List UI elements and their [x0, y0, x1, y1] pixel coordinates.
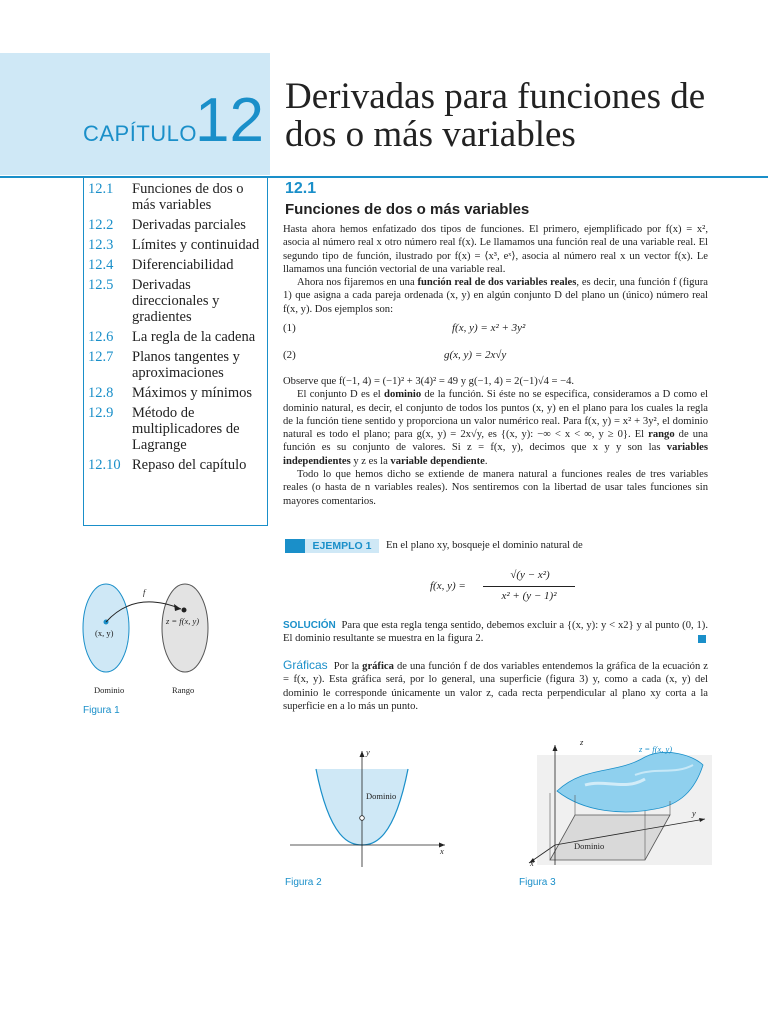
chapter-number: 12: [195, 86, 264, 155]
graficas-label: Gráficas: [283, 658, 328, 672]
chapter-label: CAPÍTULO: [83, 121, 198, 146]
solution-block: [283, 619, 708, 646]
fig2-domain-label: Dominio: [366, 791, 397, 801]
example-numerator: √(y − x²): [510, 569, 550, 581]
figure-3-caption: Figura 3: [519, 877, 556, 888]
fig2-x-axis-label: x: [440, 846, 444, 856]
toc-item[interactable]: 12.10 Repaso del capítulo: [88, 457, 247, 473]
fig3-domain-label: Dominio: [574, 841, 605, 851]
section-title: Funciones de dos o más variables: [285, 201, 530, 218]
fig1-value-label: z = f(x, y): [166, 616, 200, 626]
toc-item[interactable]: 12.3 Límites y continuidad: [88, 237, 260, 253]
equation-1: f(x, y) = x² + 3y²: [452, 322, 526, 334]
table-of-contents: [83, 178, 268, 526]
fig1-arrow-label: f: [143, 587, 146, 597]
figure-1-caption: Figura 1: [83, 705, 120, 716]
solution-label: SOLUCIÓN: [283, 620, 336, 631]
equation-2: g(x, y) = 2x√y: [444, 349, 507, 361]
paragraph: Ahora nos fijaremos en una función real de dos variables reales, es decir, una función f (figura 1) que asigna a cada pareja ordenada (x, y) en algún conjunto D del plano un (único) número real f(x, y). Dos ejemplos son:: [283, 277, 709, 315]
toc-item[interactable]: 12.9 Método de multiplicadores de Lagrange: [88, 405, 240, 453]
body-text-top: [283, 223, 708, 316]
toc-item[interactable]: 12.8 Máximos y mínimos: [88, 385, 253, 401]
body-text-middle: [283, 375, 708, 508]
fig3-z-axis-label: z: [580, 737, 584, 747]
figure-2-caption: Figura 2: [285, 877, 322, 888]
fig1-range-label: Rango: [172, 685, 195, 695]
figure-3-diagram: [515, 735, 715, 875]
example-text: En el plano xy, bosqueje el dominio natural de: [386, 540, 583, 551]
example-formula-lhs: f(x, y) =: [430, 580, 466, 592]
solution-text: Para que esta regla tenga sentido, debemos excluir a {(x, y): y < x2} y al punto (0, 1). El dominio resultante se muestra en la figura 2.: [283, 620, 708, 645]
fig3-surface-label: z = f(x, y): [639, 744, 673, 754]
toc-item[interactable]: 12.1 Funciones de dos o más variables: [88, 181, 244, 213]
end-of-solution-square: [698, 635, 706, 643]
section-number: 12.1: [285, 180, 317, 197]
toc-item[interactable]: 12.7 Planos tangentes y aproximaciones: [88, 349, 240, 381]
example-denominator: x² + (y − 1)²: [501, 590, 557, 602]
chapter-title: Derivadas para funciones de dos o más variables: [285, 76, 706, 155]
equation-number-2: (2): [283, 349, 296, 361]
fig3-y-axis-label: y: [692, 808, 696, 818]
toc-item[interactable]: 12.5 Derivadas direccionales y gradientes: [88, 277, 220, 325]
paragraph: Observe que f(−1, 4) = (−1)² + 3(4)² = 49 y g(−1, 4) = 2(−1)√4 = −4.: [283, 376, 575, 387]
paragraph: Hasta ahora hemos enfatizado dos tipos de funciones. El primero, ejemplificado por f(x) = x², asocia al número real x otro número real f(x). Le llamamos una función real de una variable real. El segundo tipo de función, ilustrado por f(x) = ⟨x³, eˣ⟩, asocia al número real x un vector f(x). Le llamamos una función vectorial de una variable real.: [283, 224, 708, 275]
fig1-domain-label: Dominio: [94, 685, 125, 695]
figure-2-diagram: [270, 745, 460, 875]
paragraph: El conjunto D es el dominio de la función. Si éste no se especifica, consideramos a D como el dominio natural, es decir, el conjunto de todos los puntos (x, y) en el plano para los cuales la regla de la función tiene sentido y proporciona un valor numérico real. Para f(x, y) = x² + 3y², el dominio natural es todo el plano; para g(x, y) = 2x√y, es {(x, y): −∞ < x < ∞, y ≥ 0}. El rango de una función es su conjunto de valores. Si z = f(x, y), decimos que x y y son las variables independientes y z es la variable dependiente.: [283, 389, 708, 467]
example-label: EJEMPLO 1: [305, 539, 379, 553]
equation-number-1: (1): [283, 322, 296, 334]
fig2-y-axis-label: y: [366, 747, 370, 757]
toc-item[interactable]: 12.4 Diferenciabilidad: [88, 257, 234, 273]
toc-item[interactable]: 12.6 La regla de la cadena: [88, 329, 256, 345]
fig3-x-axis-label: x: [530, 858, 534, 868]
toc-item[interactable]: 12.2 Derivadas parciales: [88, 217, 246, 233]
graficas-block: Gráficas Por la gráfica de una función f de dos variables entendemos la gráfica de la ecuación z = f(x, y). Esta gráfica será, por lo general, una superficie (figura 3) y, como a cada (x, y) del dominio le corresponde únicamente un valor z, cada recta perpendicular al plano xy corta a la superficie en a lo más un punto.: [283, 658, 708, 712]
fig1-point-label: (x, y): [95, 628, 114, 638]
fraction-bar: [483, 586, 575, 587]
paragraph: Todo lo que hemos dicho se extiende de manera natural a funciones reales de tres variables reales (o hasta de n variables reales). Nos sentiremos con la libertad de usar tales funciones sin mayores comentarios.: [283, 469, 708, 507]
